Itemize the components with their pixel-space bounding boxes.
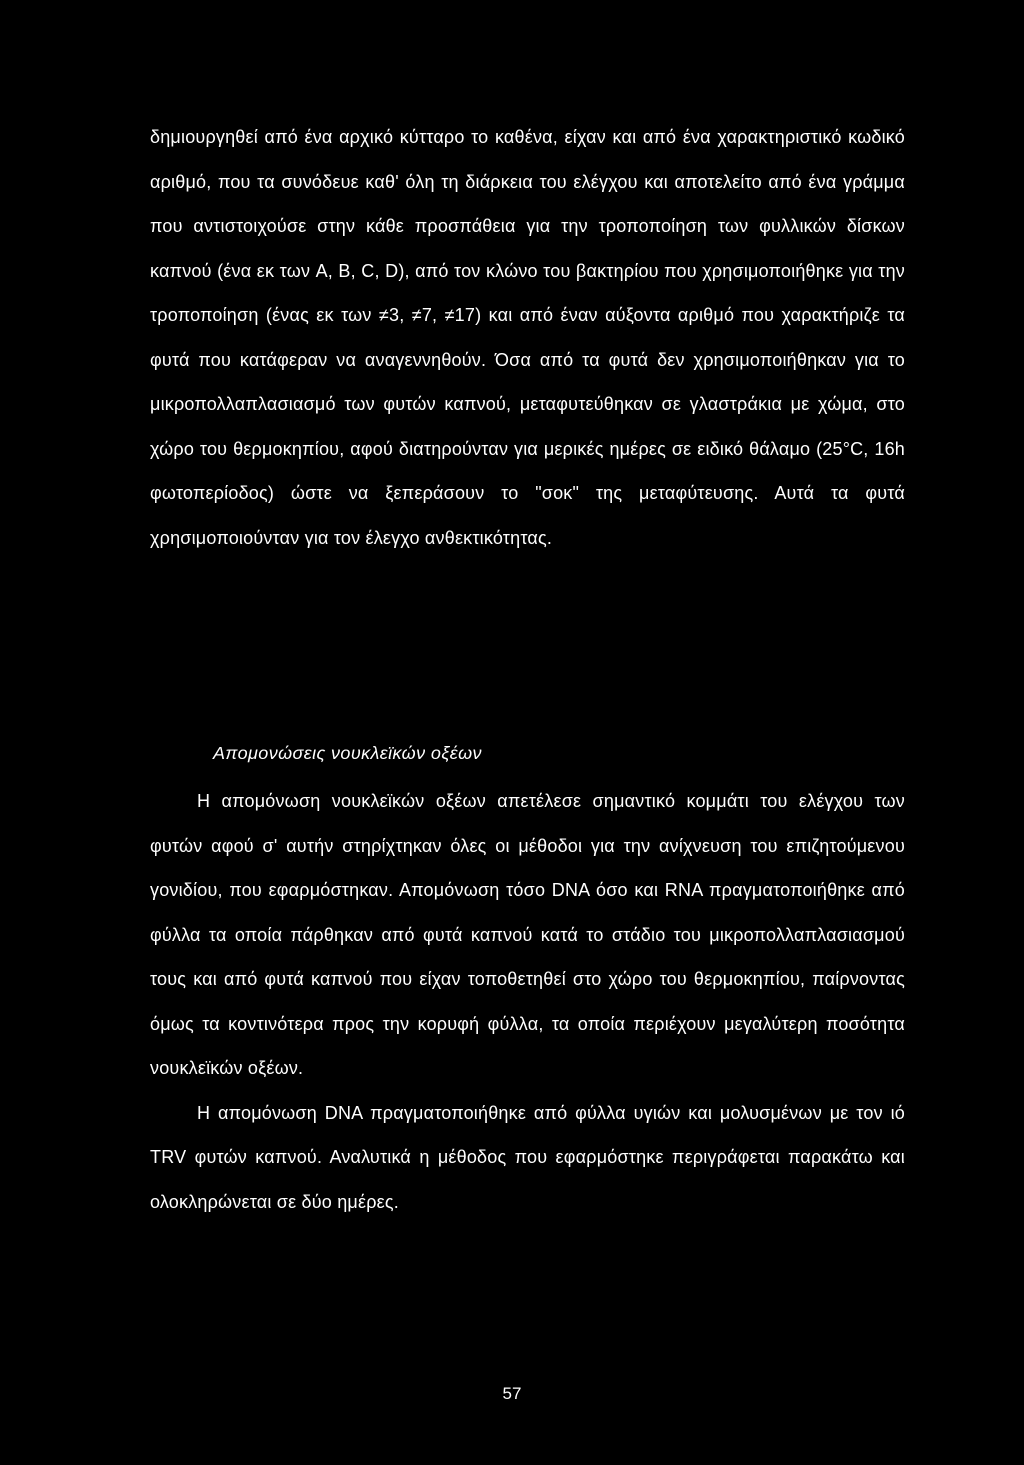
section-heading: Απομονώσεις νουκλεϊκών οξέων [213,743,482,763]
body-text-lower [150,779,905,1224]
body-text-upper [150,115,905,560]
paragraph-continued: δημιουργηθεί από ένα αρχικό κύτταρο το καθένα, είχαν και από ένα χαρακτηριστικό κωδικό αριθμό, που τα συνόδευε καθ' όλη τη διάρκεια του ελέγχου και αποτελείτο από ένα γράμμα που αντιστοιχούσε στην κάθε προσπάθεια για την τροποποίηση των φυλλικών δίσκων καπνού (ένα εκ των A, B, C, D), από τον κλώνο του βακτηρίου που χρησιμοποιήθηκε για την τροποποίηση (ένας εκ των ≠3, ≠7, ≠17) και από έναν αύξοντα αριθμό που χαρακτήριζε τα φυτά που κατάφεραν να αναγεννηθούν. Όσα από τα φυτά δεν χρησιμοποιήθηκαν για το μικροπολλαπλασιασμό των φυτών καπνού, μεταφυτεύθηκαν σε γλαστράκια με χώμα, στο χώρο του θερμοκηπίου, αφού διατηρούνταν για μερικές ημέρες σε ειδικό θάλαμο (25°C, 16h φωτοπερίοδος) ώστε να ξεπεράσουν το "σοκ" της μεταφύτευσης. Αυτά τα φυτά χρησιμοποιούνταν για τον έλεγχο ανθεκτικότητας. [150,127,905,548]
paragraph-nucleic-acids: Η απομόνωση νουκλεϊκών οξέων απετέλεσε σημαντικό κομμάτι του ελέγχου των φυτών αφού σ' αυτήν στηρίχτηκαν όλες οι μέθοδοι για την ανίχνευση του επιζητούμενου γονιδίου, που εφαρμόστηκαν. Απομόνωση τόσο DNA όσο και RNA πραγματοποιήθηκε από φύλλα τα οποία πάρθηκαν από φυτά καπνού κατά το στάδιο του μικροπολλαπλασιασμού τους και από φυτά καπνού που είχαν τοποθετηθεί στο χώρο του θερμοκηπίου, παίρνοντας όμως τα κοντινότερα προς την κορυφή φύλλα, τα οποία περιέχουν μεγαλύτερη ποσότητα νουκλεϊκών οξέων. [150,791,905,1078]
paragraph-dna-isolation: Η απομόνωση DNA πραγματοποιήθηκε από φύλλα υγιών και μολυσμένων με τον ιό TRV φυτών καπνού. Αναλυτικά η μέθοδος που εφαρμόστηκε περιγράφεται παρακάτω και ολοκληρώνεται σε δύο ημέρες. [150,1102,905,1212]
page-number: 57 [502,1384,522,1403]
